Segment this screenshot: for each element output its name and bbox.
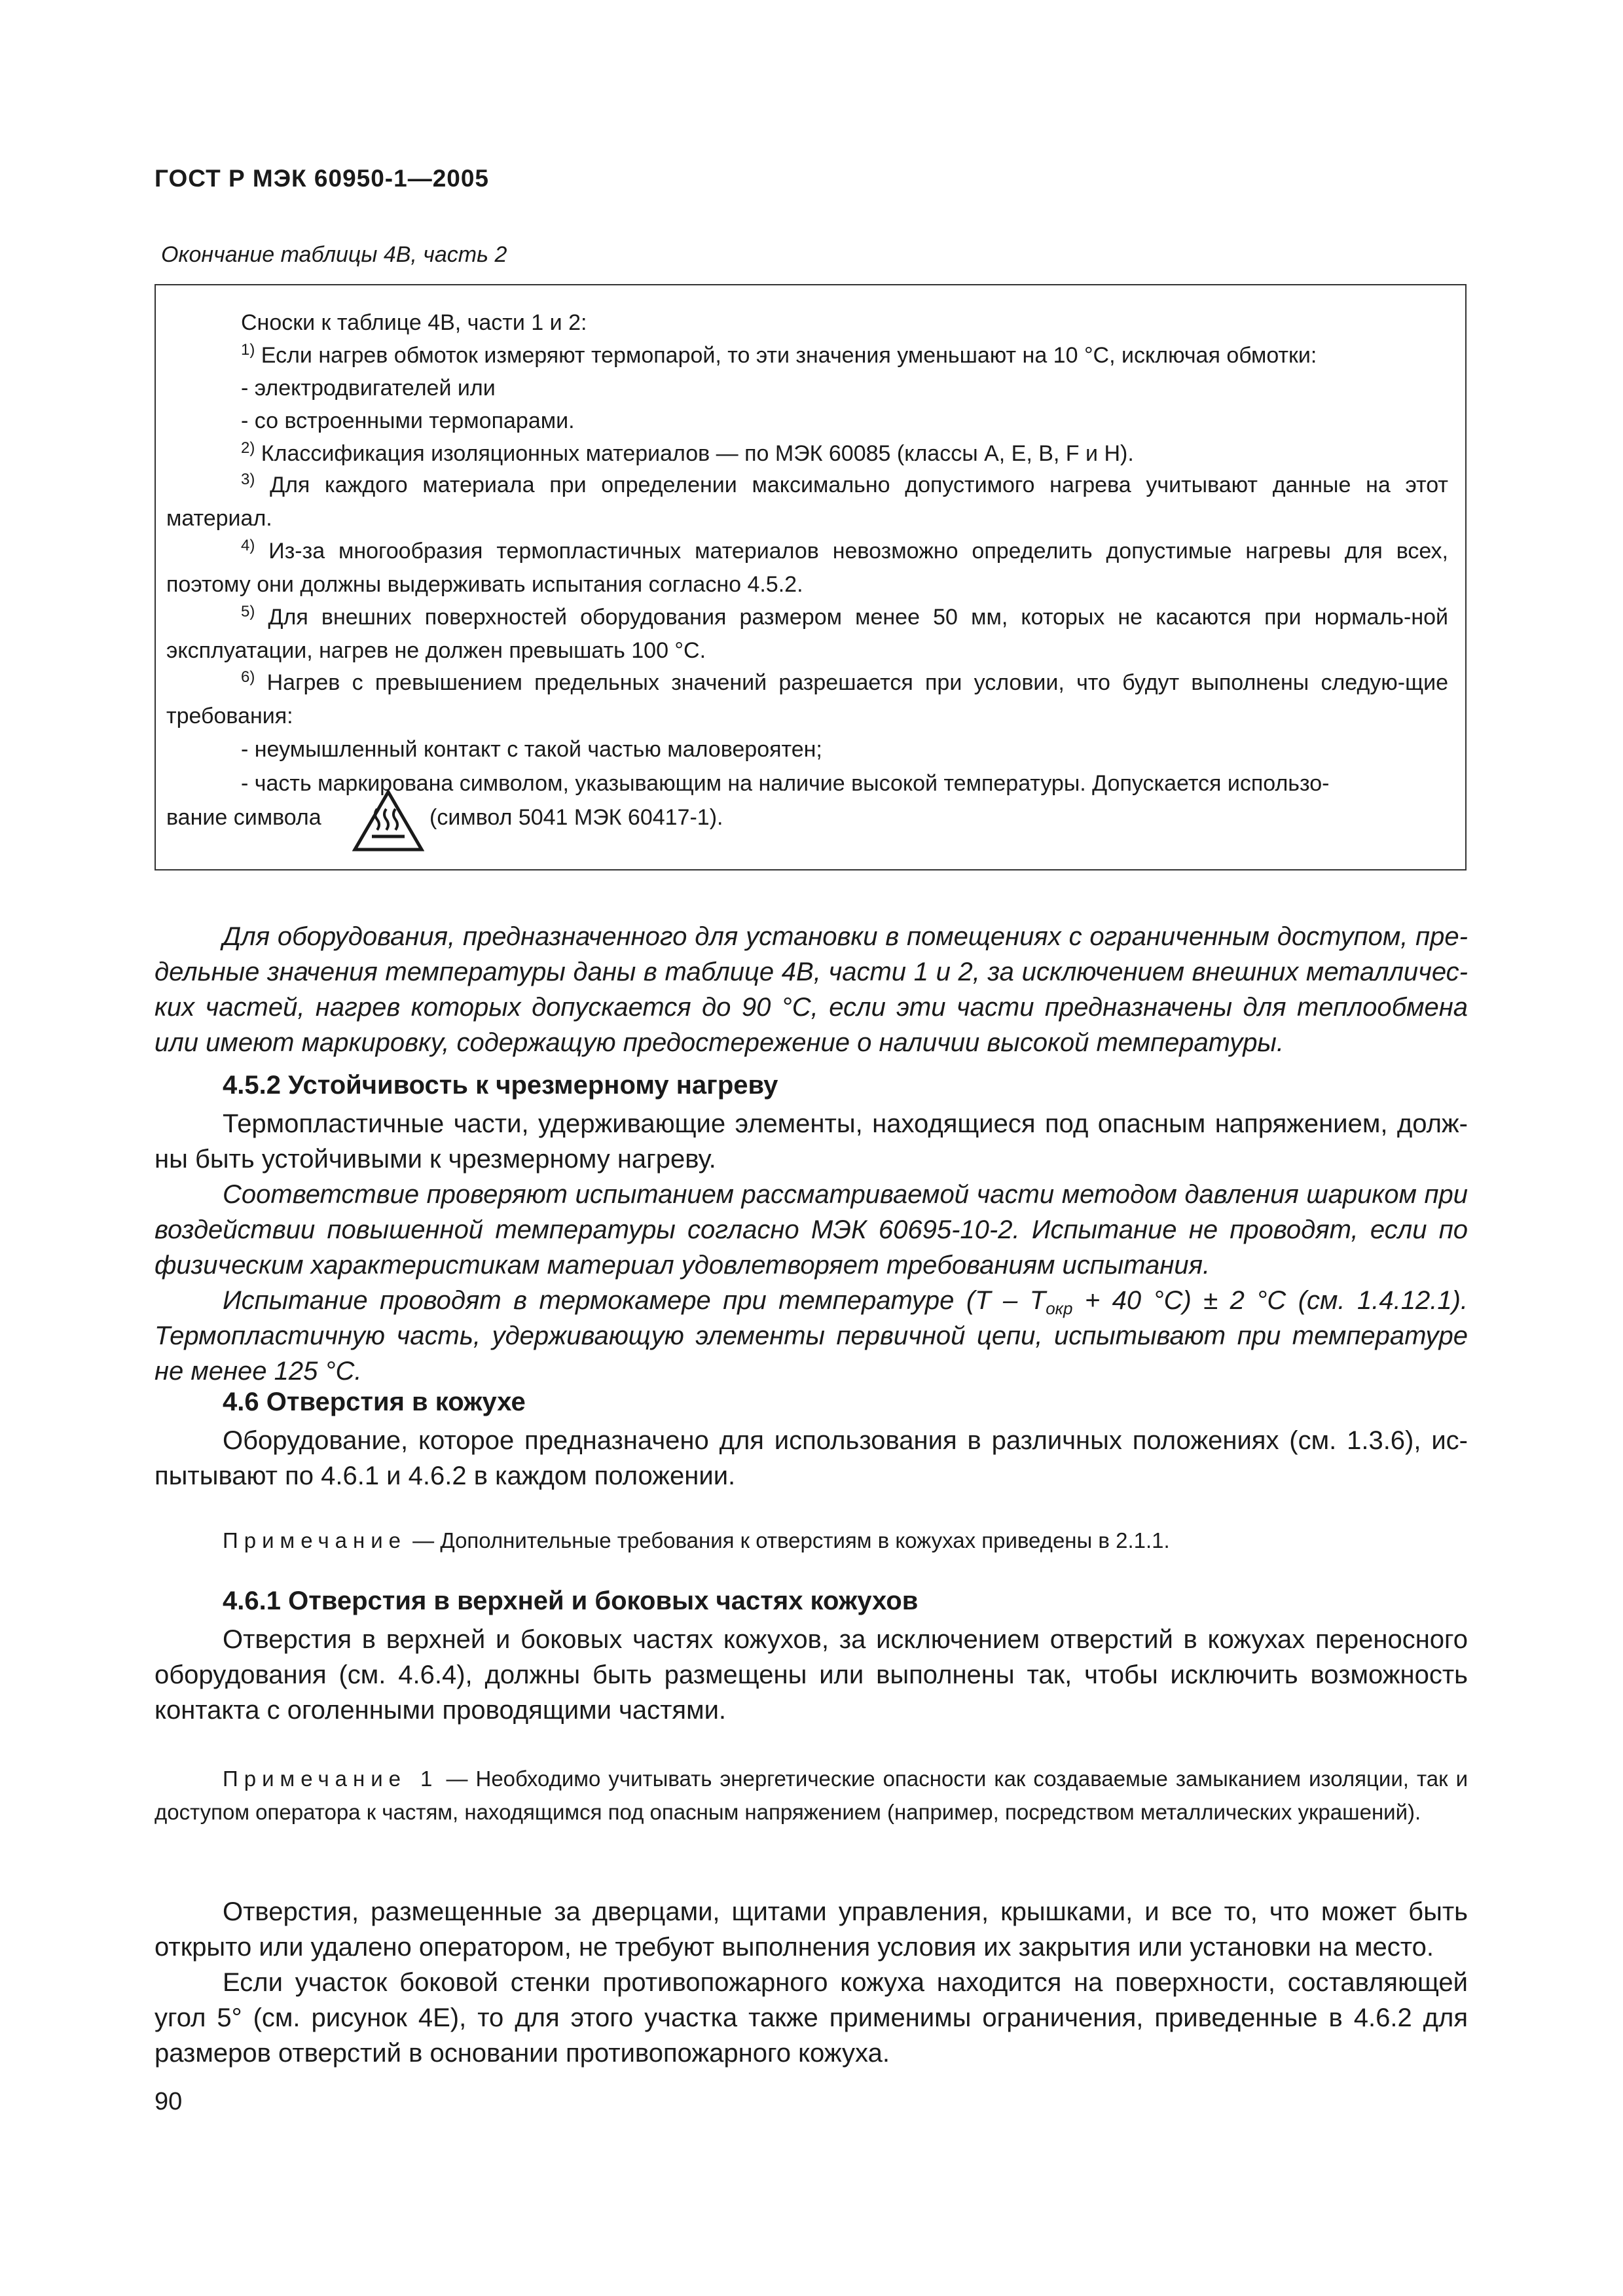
footnote-box bbox=[155, 284, 1467, 870]
footnote-6-item-c-pre: вание символа bbox=[166, 805, 321, 830]
paragraph-ball-pressure-test: Соответствие проверяют испытанием рассматриваемой части методом давления шариком при воздействии повышенной температуры согласно МЭК 60695-10-2. Испытание не проводят, если по физическим характеристикам материал удовлетворяет требованиям испытания. bbox=[155, 1180, 1468, 1280]
note-energy-hazards: Примечание 1 — Необходимо учитывать энергетические опасности как создаваемые замыканием изоляции, так и доступом оператора к частям, находящимся под опасным напряжением (например, посредством металлических украшений). bbox=[155, 1767, 1468, 1824]
paragraph-thermoplastic: Термопластичные части, удерживающие элементы, находящиеся под опасным напряжением, долж-ны быть устойчивыми к чрезмерному нагреву. bbox=[155, 1109, 1468, 1174]
note-additional-requirements: Примечание — Дополнительные требования к отверстиям в кожухах приведены в 2.1.1. bbox=[223, 1528, 1170, 1552]
footnote-4: $^{4)}$ Из-за многообразия термопластичных материалов невозможно определить допустимые нагревы для всех, поэтому они должны выдерживать испытания согласно 4.5.2. bbox=[166, 537, 1448, 597]
footnote-5: $^{5)}$ Для внешних поверхностей оборудования размером менее 50 мм, которых не касаются при нормаль-ной эксплуатации, нагрев не должен превышать 100 °С. bbox=[166, 603, 1448, 663]
document-header: ГОСТ Р МЭК 60950-1—2005 bbox=[155, 165, 490, 192]
footnote-6: $^{6)}$ Нагрев с превышением предельных значений разрешается при условии, что будут выполнены следую-щие требования: bbox=[166, 668, 1448, 728]
footnote-1-item-b: - со встроенными термопарами. bbox=[241, 408, 575, 433]
hot-surface-warning-icon bbox=[352, 789, 424, 852]
paragraph-top-side-openings: Отверстия в верхней и боковых частях кожухов, за исключением отверстий в кожухах переносного оборудования (см. 4.6.4), должны быть размещены или выполнены так, чтобы исключить возможность контакта с оголенными проводящими частями. bbox=[155, 1625, 1468, 1725]
page-number: 90 bbox=[155, 2088, 183, 2115]
heading-4-6-1: 4.6.1 Отверстия в верхней и боковых частях кожухов bbox=[223, 1587, 919, 1615]
footnote-2: $^{2)}$ Классификация изоляционных материалов — по МЭК 60085 (классы А, Е, В, F и Н). bbox=[241, 439, 1134, 466]
heading-4-5-2: 4.5.2 Устойчивость к чрезмерному нагреву bbox=[223, 1071, 778, 1100]
paragraph-restricted-access: Для оборудования, предназначенного для установки в помещениях с ограниченным доступом, пре-дельные значения температуры даны в таблице 4В, части 1 и 2, за исключением внешних металличес-ких частей, нагрев которых допускается до 90 °С, если эти части предназначены для теплообмена или имеют маркировку, содержащую предостережение о наличии высокой температуры. bbox=[155, 922, 1468, 1057]
footnote-6-item-a: - неумышленный контакт с такой частью маловероятен; bbox=[241, 737, 822, 762]
footnote-1: $^{1)}$ Если нагрев обмоток измеряют термопарой, то эти значения уменьшают на 10 °С, исключая обмотки: bbox=[241, 341, 1317, 368]
paragraph-doors-covers: Отверстия, размещенные за дверцами, щитами управления, крышками, и все то, что может быть открыто или удалено оператором, не требуют выполнения условия их закрытия или установки на место. bbox=[155, 1897, 1468, 1962]
heading-4-6: 4.6 Отверстия в кожухе bbox=[223, 1388, 526, 1416]
footnote-1-item-a: - электродвигателей или bbox=[241, 376, 496, 401]
paragraph-fire-enclosure: Если участок боковой стенки противопожарного кожуха находится на поверхности, составляющей угол 5° (см. рисунок 4Е), то для этого участка также применимы ограничения, приведенные в 4.6.2 для размеров отверстий в основании противопожарного кожуха. bbox=[155, 1968, 1468, 2068]
footnote-6-item-c-post: (символ 5041 МЭК 60417-1). bbox=[429, 805, 723, 830]
footnote-3: $^{3)}$ Для каждого материала при определении максимально допустимого нагрева учитывают данные на этот материал. bbox=[166, 471, 1449, 531]
footnote-6-item-b: - часть маркирована символом, указывающим на наличие высокой температуры. Допускается использо- bbox=[241, 771, 1330, 796]
paragraph-positions: Оборудование, которое предназначено для использования в различных положениях (см. 1.3.6), ис-пытывают по 4.6.1 и 4.6.2 в каждом положении. bbox=[155, 1426, 1468, 1490]
table-caption: Окончание таблицы 4В, часть 2 bbox=[161, 242, 507, 267]
footnotes-title: Сноски к таблице 4В, части 1 и 2: bbox=[241, 310, 587, 335]
paragraph-test-temperature: Испытание проводят в термокамере при температуре ($Т - Т_{окр} + 40$ °С) ± 2 °С (см. 1.4.12.1). Термопластичную часть, удерживающую элементы первичной цепи, испытывают при температуре не менее 125 °С. bbox=[155, 1286, 1468, 1386]
